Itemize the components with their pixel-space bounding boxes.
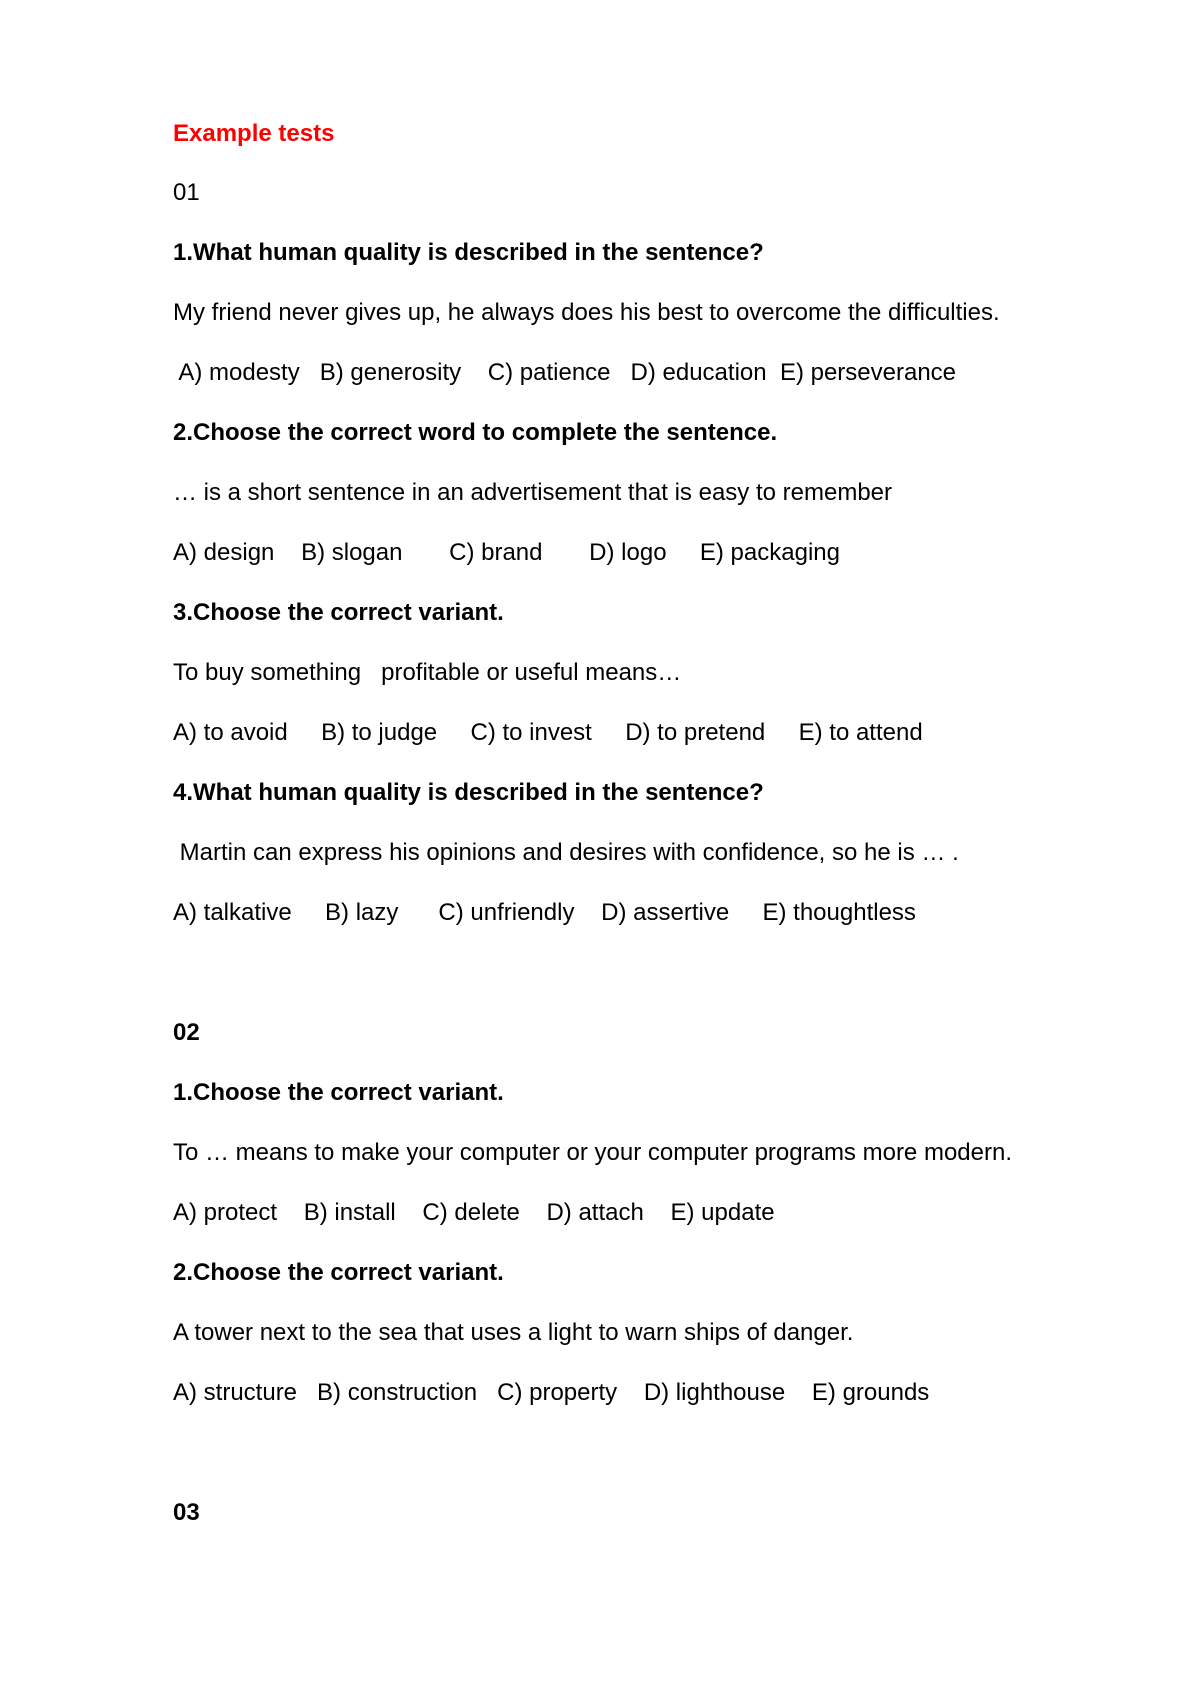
document-title: Example tests — [173, 120, 335, 147]
section-heading-01: 01 — [173, 179, 200, 206]
question-options: A) modesty B) generosity C) patience D) education E) perseverance — [173, 359, 957, 386]
question-prompt: 1.Choose the correct variant. — [173, 1079, 504, 1106]
question-options: A) structure B) construction C) property D) lighthouse E) grounds — [173, 1379, 930, 1406]
question-prompt: 2.Choose the correct variant. — [173, 1259, 504, 1286]
question-text: To buy something profitable or useful means… — [173, 659, 682, 686]
question-text: My friend never gives up, he always does his best to overcome the difficulties. — [173, 299, 1000, 326]
section-heading-02: 02 — [173, 1019, 200, 1046]
question-prompt: 3.Choose the correct variant. — [173, 599, 504, 626]
question-text: A tower next to the sea that uses a light to warn ships of danger. — [173, 1319, 854, 1346]
question-options: A) talkative B) lazy C) unfriendly D) assertive E) thoughtless — [173, 899, 916, 926]
question-text: Martin can express his opinions and desires with confidence, so he is … . — [173, 839, 959, 866]
question-prompt: 4.What human quality is described in the sentence? — [173, 779, 764, 806]
question-text: … is a short sentence in an advertisement that is easy to remember — [173, 479, 893, 506]
question-prompt: 1.What human quality is described in the sentence? — [173, 239, 764, 266]
section-heading-03: 03 — [173, 1499, 200, 1526]
question-prompt: 2.Choose the correct word to complete the sentence. — [173, 419, 778, 446]
question-options: A) protect B) install C) delete D) attach E) update — [173, 1199, 775, 1226]
question-text: To … means to make your computer or your computer programs more modern. — [173, 1139, 1012, 1166]
question-options: A) design B) slogan C) brand D) logo E) packaging — [173, 539, 840, 566]
question-options: A) to avoid B) to judge C) to invest D) to pretend E) to attend — [173, 719, 923, 746]
